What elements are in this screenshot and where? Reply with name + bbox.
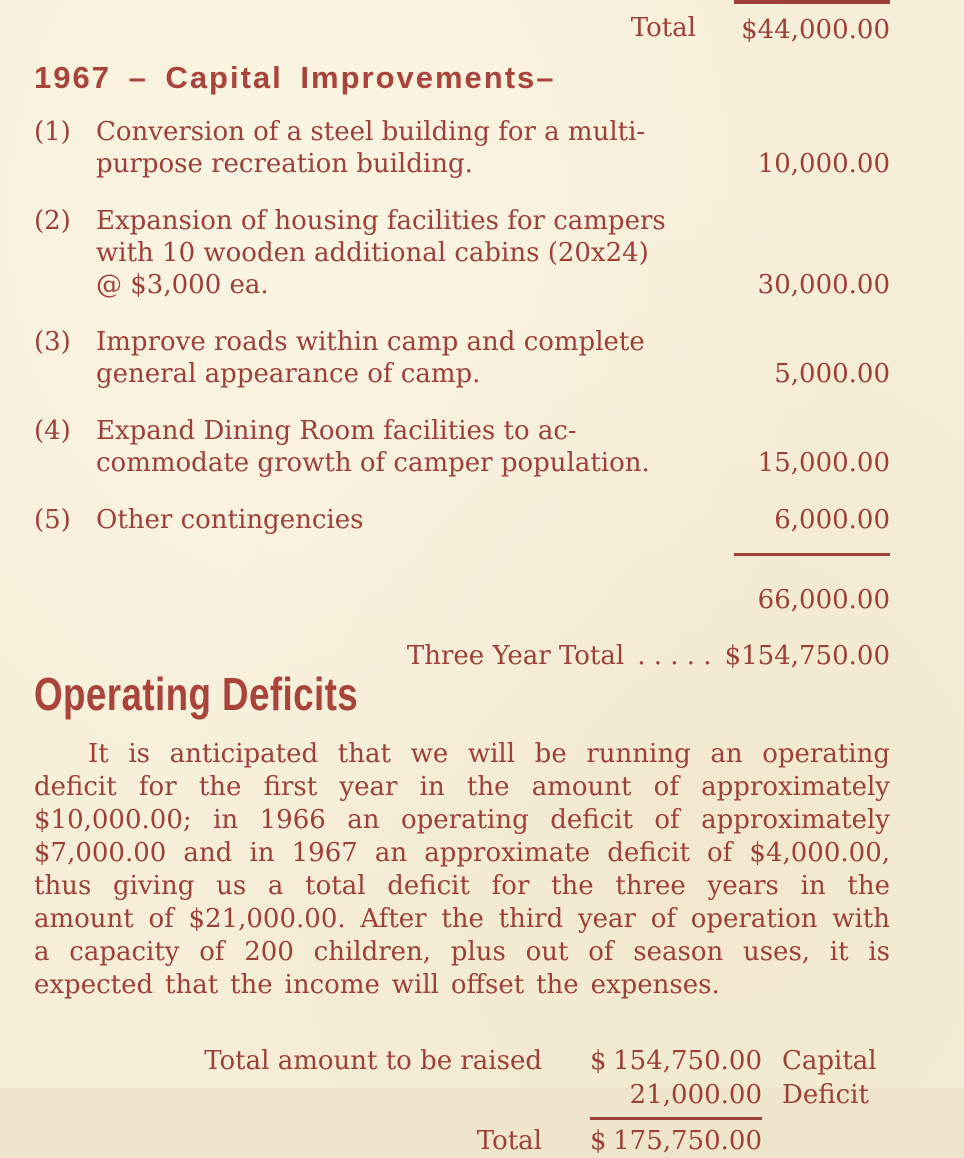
spacer: [34, 1112, 570, 1124]
three-year-total-value: $154,750.00: [724, 641, 890, 671]
amount-column-rule: [734, 553, 890, 556]
deficit-row-suffix: Deficit: [782, 1080, 869, 1110]
summary-rule: [590, 1117, 762, 1124]
capital-item-4: [34, 415, 890, 479]
grand-total-value: 175,750.00: [613, 1126, 762, 1156]
summary-totals: [34, 1044, 890, 1158]
item-description: Conversion of a steel building for a multi- purpose recreation building.: [96, 117, 646, 179]
capital-item-2: [34, 205, 890, 301]
item-number: (1): [34, 117, 71, 147]
raise-row-suffix: Capital: [782, 1046, 877, 1076]
item-amount: 6,000.00: [774, 505, 890, 535]
raise-row-label: Total amount to be raised: [204, 1046, 542, 1076]
currency-sign: $: [590, 1126, 607, 1156]
item-description: Improve roads within camp and complete general appearance of camp.: [96, 327, 645, 389]
item-number: (3): [34, 327, 71, 357]
spacer: [782, 1124, 890, 1158]
three-year-total-leader-dots: . . . . .: [637, 641, 712, 671]
item-amount: 15,000.00: [757, 448, 890, 478]
grand-total-label: Total: [476, 1126, 542, 1156]
item-description: Expansion of housing facilities for campers with 10 wooden additional cabins (20x24) @ $3,000 ea.: [96, 206, 666, 300]
carryover-total-value: $44,000.00: [734, 0, 890, 46]
item-number: (5): [34, 505, 71, 535]
operating-deficits-paragraph: It is anticipated that we will be running an operating deficit for the first year in the amount of approximately $10,000.00; in 1966 an operating deficit of approximately $7,000.00 and in 1967 an approximate deficit of $4,000.00, thus giving us a total deficit for the three years in the amount of $21,000.00. After the third year of operation with a capacity of 200 children, plus out of season uses, it is expected that the income will offset the expenses.: [34, 739, 890, 1000]
grand-total-amount: [590, 1124, 762, 1158]
capital-item-3: [34, 326, 890, 390]
carryover-total-label: Total: [630, 13, 696, 43]
item-number: (2): [34, 206, 71, 236]
item-description: Other contingencies: [96, 505, 364, 535]
item-amount: 10,000.00: [757, 149, 890, 179]
currency-sign: $: [590, 1046, 607, 1076]
carryover-total-row: [34, 0, 890, 46]
item-amount: 5,000.00: [774, 359, 890, 389]
spacer: [34, 1078, 570, 1112]
three-year-total-label: Three Year Total: [406, 641, 625, 671]
capital-improvements-heading: 1967 – Capital Improvements–: [34, 60, 556, 95]
spacer: [782, 1112, 890, 1124]
item-number: (4): [34, 416, 71, 446]
capital-item-5: [34, 504, 890, 536]
raise-row-amount: [590, 1044, 762, 1078]
capital-subtotal: 66,000.00: [757, 585, 890, 615]
deficit-row-value: 21,000.00: [629, 1080, 762, 1110]
capital-items-list: [34, 116, 890, 536]
item-description: Expand Dining Room facilities to ac- commodate growth of camper population.: [96, 416, 650, 478]
raise-row-value: 154,750.00: [613, 1046, 762, 1076]
item-amount: 30,000.00: [757, 270, 890, 300]
operating-deficits-heading: Operating Deficits: [34, 668, 359, 720]
capital-item-1: [34, 116, 890, 180]
